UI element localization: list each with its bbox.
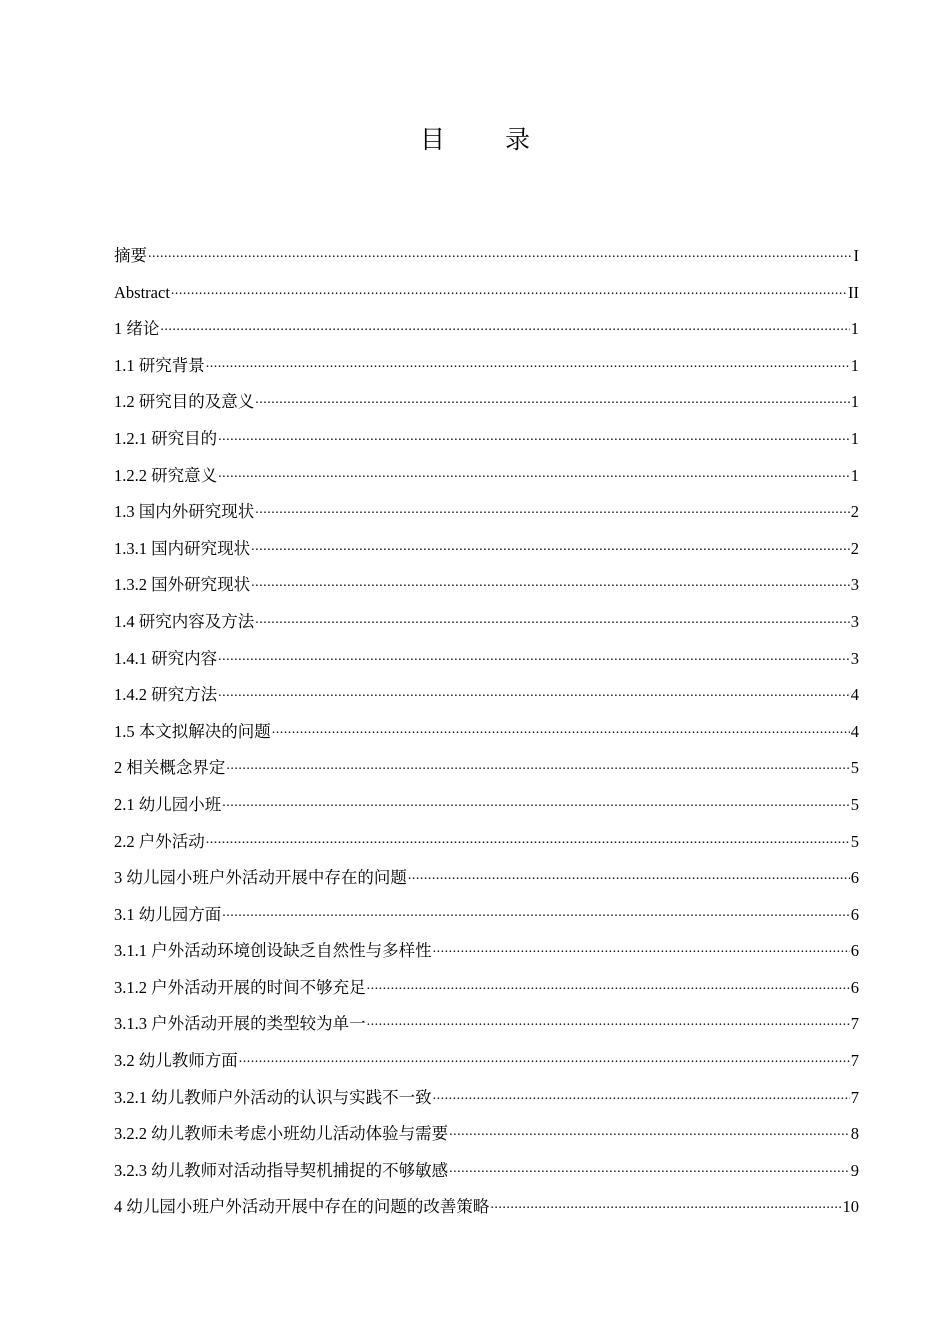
toc-entry-title: 1.3.2 国外研究现状 — [114, 575, 251, 595]
toc-dot-leader — [367, 973, 850, 993]
toc-entry-title: 2.2 户外活动 — [114, 831, 205, 851]
toc-entry-title: 2.1 幼儿园小班 — [114, 794, 222, 814]
toc-entry[interactable] — [114, 422, 859, 459]
toc-entry-title: 3.2.2 幼儿教师未考虑小班幼儿活动体验与需要 — [114, 1124, 449, 1144]
toc-entry-title: 1.5 本文拟解决的问题 — [114, 721, 271, 741]
toc-page-number: 10 — [842, 1197, 859, 1217]
toc-entry[interactable] — [114, 715, 859, 752]
toc-dot-leader — [255, 387, 850, 407]
toc-dot-leader — [449, 1156, 850, 1176]
toc-dot-leader — [239, 1046, 850, 1066]
toc-entry[interactable] — [114, 934, 859, 971]
toc-page-number: I — [853, 246, 859, 265]
toc-entry-title: 1.2 研究目的及意义 — [114, 392, 255, 412]
toc-entry-title: 1.2.2 研究意义 — [114, 465, 218, 485]
toc-entry-title: 3.1.3 户外活动开展的类型较为单一 — [114, 1014, 366, 1034]
toc-entry[interactable] — [114, 349, 859, 386]
toc-entry[interactable] — [114, 971, 859, 1008]
toc-dot-leader — [490, 1192, 841, 1212]
toc-entry-title: 1.2.1 研究目的 — [114, 428, 218, 448]
toc-dot-leader — [367, 1009, 850, 1029]
toc-entry-title: 1.4 研究内容及方法 — [114, 611, 255, 631]
toc-dot-leader — [433, 1083, 850, 1103]
toc-dot-leader — [255, 497, 850, 517]
toc-entry[interactable] — [114, 1154, 859, 1191]
toc-entry[interactable] — [114, 495, 859, 532]
toc-entry[interactable] — [114, 788, 859, 825]
toc-entry[interactable] — [114, 1117, 859, 1154]
toc-dot-leader — [222, 790, 850, 810]
toc-dot-leader — [251, 570, 850, 590]
toc-dot-leader — [222, 900, 850, 920]
toc-entry[interactable] — [114, 1044, 859, 1081]
toc-entry-title: 4 幼儿园小班户外活动开展中存在的问题的改善策略 — [114, 1197, 490, 1217]
toc-entry-title: 3.1.2 户外活动开展的时间不够充足 — [114, 977, 366, 997]
toc-dot-leader — [218, 461, 850, 481]
toc-entry[interactable] — [114, 678, 859, 715]
toc-page-number: 5 — [850, 831, 859, 851]
toc-dot-leader — [408, 863, 850, 883]
toc-page-number: 2 — [850, 538, 859, 558]
toc-dot-leader — [449, 1119, 850, 1139]
toc-page-number: 6 — [850, 904, 859, 924]
toc-entry-title: 3.1.1 户外活动环境创设缺乏自然性与多样性 — [114, 941, 432, 961]
toc-entry[interactable] — [114, 459, 859, 496]
toc-entry[interactable] — [114, 898, 859, 935]
toc-entry[interactable] — [114, 825, 859, 862]
toc-page-number: 3 — [850, 575, 859, 595]
toc-entry-title: 3.2.1 幼儿教师户外活动的认识与实践不一致 — [114, 1087, 432, 1107]
toc-dot-leader — [226, 753, 849, 773]
toc-dot-leader — [171, 278, 847, 298]
toc-page-number: 3 — [850, 611, 859, 631]
toc-page-number: 1 — [850, 392, 859, 412]
toc-page-number: 7 — [850, 1051, 859, 1071]
toc-entry-title: 3.1 幼儿园方面 — [114, 904, 222, 924]
toc-page-number: II — [848, 282, 859, 302]
toc-dot-leader — [255, 607, 850, 627]
toc-page-number: 1 — [850, 319, 859, 339]
toc-entry[interactable] — [114, 312, 859, 349]
toc-page-number: 6 — [850, 941, 859, 961]
toc-page-number: 3 — [850, 648, 859, 668]
toc-page-number: 6 — [850, 977, 859, 997]
toc-dot-leader — [218, 644, 850, 664]
toc-page-number: 5 — [850, 794, 859, 814]
toc-entry[interactable] — [114, 1190, 859, 1227]
toc-dot-leader — [160, 314, 849, 334]
toc-entry[interactable] — [114, 605, 859, 642]
toc-entry-title: 3 幼儿园小班户外活动开展中存在的问题 — [114, 868, 407, 888]
toc-dot-leader — [148, 241, 853, 261]
toc-entry-title: 1.3 国内外研究现状 — [114, 502, 255, 522]
toc-entry-title: 2 相关概念界定 — [114, 758, 226, 778]
toc-dot-leader — [251, 534, 850, 554]
toc-entry-title: Abstract — [114, 282, 170, 302]
toc-dot-leader — [272, 717, 850, 737]
toc-dot-leader — [206, 351, 850, 371]
toc-page-number: 1 — [850, 428, 859, 448]
toc-entry-title: 1 绪论 — [114, 319, 160, 339]
toc-page-number: 5 — [850, 758, 859, 778]
toc-page-number: 4 — [850, 721, 859, 741]
toc-page-number: 6 — [850, 868, 859, 888]
toc-entry[interactable] — [114, 1081, 859, 1118]
toc-entry-title: 1.4.2 研究方法 — [114, 685, 218, 705]
toc-page-number: 1 — [850, 355, 859, 375]
toc-dot-leader — [433, 936, 850, 956]
toc-dot-leader — [218, 424, 850, 444]
toc-page-number: 1 — [850, 465, 859, 485]
toc-entry-title: 3.2.3 幼儿教师对活动指导契机捕捉的不够敏感 — [114, 1160, 449, 1180]
toc-entry[interactable] — [114, 568, 859, 605]
toc-page-number: 7 — [850, 1087, 859, 1107]
toc-page-number: 2 — [850, 502, 859, 522]
toc-entry-title: 1.3.1 国内研究现状 — [114, 538, 251, 558]
toc-page-number: 9 — [850, 1160, 859, 1180]
toc-entry[interactable] — [114, 385, 859, 422]
toc-entry-title: 摘要 — [114, 246, 147, 265]
table-of-contents — [114, 239, 859, 1227]
toc-dot-leader — [218, 680, 850, 700]
toc-page-number: 8 — [850, 1124, 859, 1144]
toc-entry-title: 3.2 幼儿教师方面 — [114, 1051, 238, 1071]
toc-entry-title: 1.1 研究背景 — [114, 355, 205, 375]
toc-entry[interactable] — [114, 239, 859, 276]
toc-entry[interactable] — [114, 642, 859, 679]
toc-page-number: 4 — [850, 685, 859, 705]
toc-dot-leader — [206, 827, 850, 847]
toc-entry[interactable] — [114, 861, 859, 898]
toc-entry[interactable] — [114, 532, 859, 569]
toc-entry[interactable] — [114, 276, 859, 313]
toc-entry-title: 1.4.1 研究内容 — [114, 648, 218, 668]
toc-entry[interactable] — [114, 1007, 859, 1044]
page-title: 目 录 — [420, 125, 556, 154]
toc-page-number: 7 — [850, 1014, 859, 1034]
toc-entry[interactable] — [114, 751, 859, 788]
